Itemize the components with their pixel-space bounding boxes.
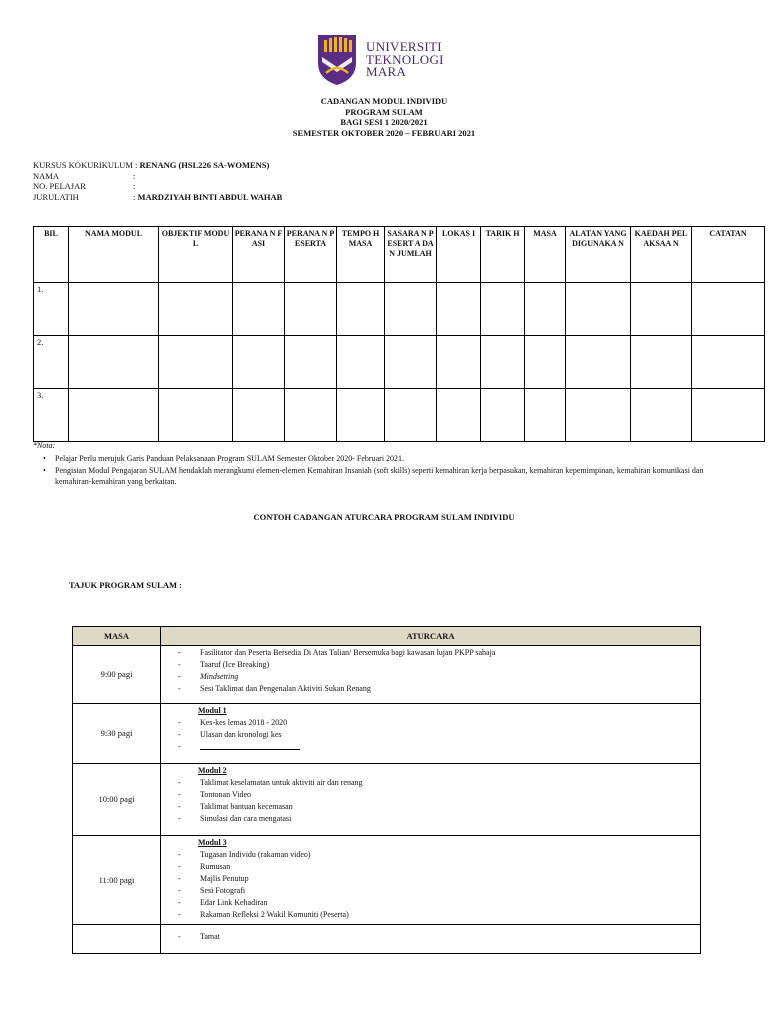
item-text: Tontonan Video — [200, 790, 252, 799]
logo-wordmark — [366, 41, 444, 79]
masa-cell: 9:00 pagi — [73, 646, 161, 704]
table-cell[interactable] — [233, 389, 285, 442]
item-text: Kes-kes lemas 2018 - 2020 — [200, 718, 288, 727]
notes-list — [43, 454, 733, 488]
table-cell[interactable] — [437, 389, 481, 442]
list-item — [178, 801, 694, 813]
jurulatih-label: JURULATIH — [33, 191, 79, 202]
list-item — [178, 861, 694, 873]
item-text: Ulasan dan kronologi kes — [200, 730, 282, 739]
note-item: • Pengisian Modul Pengajaran SULAM hendaklah merangkumi elemen-elemen Kemahiran Insaniah (soft skills) seperti kemahiran kerja berpasukan, kemahiran kepemimpinan, kemahiran komunikasi dan kemahiran-kemahiran yang berkaitan. — [43, 466, 733, 487]
dash: - — [178, 886, 181, 895]
table-cell[interactable] — [285, 389, 337, 442]
table-row — [34, 336, 765, 389]
list-item — [178, 897, 694, 909]
table-row — [34, 283, 765, 336]
table-cell[interactable] — [385, 283, 437, 336]
aturcara-table — [72, 626, 701, 954]
modul-title: Modul 1 — [198, 706, 227, 715]
table-cell[interactable] — [159, 283, 233, 336]
item-text: Rakaman Refleksi 2 Wakil Komuniti (Peserta) — [200, 910, 349, 919]
dash: - — [178, 814, 181, 823]
kursus-value: RENANG (HSL226 SA-WOMENS) — [139, 160, 270, 170]
aturcara-cell — [161, 764, 701, 836]
dash: - — [178, 862, 181, 871]
modul-title: Modul 2 — [198, 766, 227, 775]
col-sasaran: SASARA N PESERT A DAN JUMLAH — [385, 227, 437, 283]
table-cell[interactable] — [233, 336, 285, 389]
dash: - — [178, 790, 181, 799]
aturcara-cell — [161, 836, 701, 925]
aturcara-cell — [161, 704, 701, 764]
table-cell[interactable] — [285, 283, 337, 336]
table-cell[interactable] — [159, 336, 233, 389]
col-tarikh: TARIK H — [481, 227, 525, 283]
item-text: Tugasan Individu (rakaman video) — [200, 850, 311, 859]
list-item — [178, 659, 694, 671]
nama-sep: : — [133, 170, 136, 181]
table-row — [73, 836, 701, 925]
col-tempoh-masa: TEMPO H MASA — [337, 227, 385, 283]
dash: - — [178, 932, 181, 941]
list-item — [178, 647, 694, 659]
table-cell[interactable] — [525, 283, 566, 336]
table-cell[interactable] — [566, 389, 631, 442]
masa-cell — [73, 925, 161, 954]
dash: - — [178, 648, 181, 657]
table-row — [73, 925, 701, 954]
col-alatan: ALATAN YANG DIGUNAKA N — [566, 227, 631, 283]
notes-label: *Nota: — [33, 441, 56, 450]
list-item — [178, 683, 694, 695]
list-item — [178, 873, 694, 885]
contoh-aturcara-title: CONTOH CADANGAN ATURCARA PROGRAM SULAM INDIVIDU — [253, 512, 515, 522]
masa-cell: 10:00 pagi — [73, 764, 161, 836]
item-text: Mindsetting — [200, 672, 239, 681]
table-cell[interactable] — [337, 283, 385, 336]
table-cell[interactable] — [481, 283, 525, 336]
table-cell[interactable] — [385, 336, 437, 389]
table-cell[interactable] — [437, 283, 481, 336]
uitm-crest-icon — [316, 33, 358, 87]
title-line-3: BAGI SESI 1 2020/2021 — [340, 117, 428, 127]
table-cell[interactable] — [385, 389, 437, 442]
title-line-1: CADANGAN MODUL INDIVIDU — [320, 96, 448, 106]
table-row — [73, 764, 701, 836]
col-masa-header: MASA — [73, 627, 161, 646]
dash: - — [178, 850, 181, 859]
masa-cell: 9:30 pagi — [73, 704, 161, 764]
tajuk-program-label: TAJUK PROGRAM SULAM : — [69, 580, 182, 590]
item-text: Sesi Fotografi — [200, 886, 246, 895]
table-cell[interactable] — [437, 336, 481, 389]
aturcara-header — [73, 627, 701, 646]
table-cell[interactable] — [69, 336, 159, 389]
list-item — [178, 813, 694, 825]
logo-line-2: TEKNOLOGI — [366, 51, 444, 67]
modul-title: Modul 3 — [198, 838, 227, 847]
nama-label: NAMA — [33, 170, 59, 181]
info-pelajar-row — [33, 181, 282, 192]
info-nama-row — [33, 171, 282, 182]
table-cell[interactable] — [525, 336, 566, 389]
jurulatih-value: MARDZIYAH BINTI ABDUL WAHAB — [137, 191, 283, 202]
table-cell[interactable] — [481, 336, 525, 389]
row-number: 1. — [34, 283, 69, 336]
table-cell[interactable] — [566, 283, 631, 336]
list-item — [178, 729, 694, 741]
table-cell[interactable] — [481, 389, 525, 442]
table-row — [34, 389, 765, 442]
col-kaedah: KAEDAH PELAKSAA N — [631, 227, 692, 283]
col-objektif: OBJEKTIF MODUL — [159, 227, 233, 283]
table-row — [73, 646, 701, 704]
list-item — [178, 909, 694, 921]
dash: - — [178, 684, 181, 693]
title-line-4: SEMESTER OKTOBER 2020 – FEBRUARI 2021 — [292, 127, 476, 138]
aturcara-cell — [161, 925, 701, 954]
table-cell[interactable] — [69, 283, 159, 336]
info-kursus-row — [33, 160, 282, 171]
item-text: Edar Link Kehadiran — [200, 898, 268, 907]
dash: - — [178, 672, 181, 681]
item-text: Majlis Penutup — [200, 874, 249, 883]
col-masa: MASA — [525, 227, 566, 283]
student-info — [33, 160, 282, 202]
dash: - — [178, 874, 181, 883]
info-jurulatih-row — [33, 192, 282, 203]
logo-line-1: UNIVERSITI — [366, 39, 442, 55]
table-row — [73, 704, 701, 764]
dash: - — [178, 742, 181, 751]
list-item — [178, 741, 694, 753]
col-nama-modul: NAMA MODUL — [69, 227, 159, 283]
dash: - — [178, 660, 181, 669]
blank-line[interactable] — [200, 741, 300, 750]
dash: - — [178, 778, 181, 787]
item-text: Sesi Taklimat dan Pengenalan Aktiviti Sukan Renang — [200, 684, 371, 693]
item-text: Tamat — [200, 932, 220, 941]
table-cell[interactable] — [159, 389, 233, 442]
masa-cell: 11:00 pagi — [73, 836, 161, 925]
col-catatan: CATATAN — [692, 227, 765, 283]
item-text: Taaruf (Ice Breaking) — [200, 660, 270, 669]
col-peranan-peserta: PERANA N PESERTA — [285, 227, 337, 283]
dash: - — [178, 730, 181, 739]
row-number: 3. — [34, 389, 69, 442]
kursus-label: KURSUS KOKURIKULUM : — [33, 160, 138, 170]
document-title — [0, 96, 768, 138]
col-bil: BIL — [34, 227, 69, 283]
modul-table — [33, 226, 765, 442]
dash: - — [178, 802, 181, 811]
list-item — [178, 777, 694, 789]
item-text: Simulasi dan cara mengatasi — [200, 814, 292, 823]
modul-table-header — [34, 227, 765, 283]
aturcara-cell — [161, 646, 701, 704]
list-item — [178, 717, 694, 729]
notes-section — [33, 441, 733, 489]
table-cell[interactable] — [69, 389, 159, 442]
table-cell[interactable] — [233, 283, 285, 336]
uitm-logo — [316, 32, 456, 88]
pelajar-label: NO. PELAJAR — [33, 181, 86, 191]
item-text: Taklimat bantuan kecemasan — [200, 802, 293, 811]
table-cell[interactable] — [631, 336, 692, 389]
table-cell[interactable] — [692, 283, 765, 336]
title-line-2: PROGRAM SULAM — [345, 106, 423, 117]
item-text: Fasilitator dan Peserta Bersedia Di Atas Talian/ Bersemuka bagi kawasan lujan PKPP sahaja — [200, 648, 496, 657]
list-item — [178, 849, 694, 861]
table-cell[interactable] — [337, 389, 385, 442]
list-item — [178, 885, 694, 897]
col-lokasi: LOKAS I — [437, 227, 481, 283]
list-item — [178, 671, 694, 683]
jurulatih-sep: : — [133, 191, 136, 202]
table-cell[interactable] — [692, 336, 765, 389]
col-peranan-fasi: PERANA N FASI — [233, 227, 285, 283]
logo-line-3: MARA — [366, 64, 407, 80]
table-cell[interactable] — [285, 336, 337, 389]
list-item — [178, 789, 694, 801]
table-cell[interactable] — [566, 336, 631, 389]
dash: - — [178, 910, 181, 919]
table-cell[interactable] — [525, 389, 566, 442]
table-cell[interactable] — [692, 389, 765, 442]
item-text: Rumusan — [200, 862, 231, 871]
dash: - — [178, 718, 181, 727]
col-aturcara-header: ATURCARA — [161, 627, 701, 646]
table-cell[interactable] — [337, 336, 385, 389]
pelajar-sep: : — [133, 181, 136, 191]
row-number: 2. — [34, 336, 69, 389]
list-item — [178, 931, 694, 943]
item-text: Taklimat keselamatan untuk aktiviti air dan renang — [200, 778, 363, 787]
note-item: • Pelajar Perlu merujuk Garis Panduan Pelaksanaan Program SULAM Semester Oktober 2020- Februari 2021. — [43, 454, 733, 465]
table-cell[interactable] — [631, 389, 692, 442]
table-cell[interactable] — [631, 283, 692, 336]
dash: - — [178, 898, 181, 907]
